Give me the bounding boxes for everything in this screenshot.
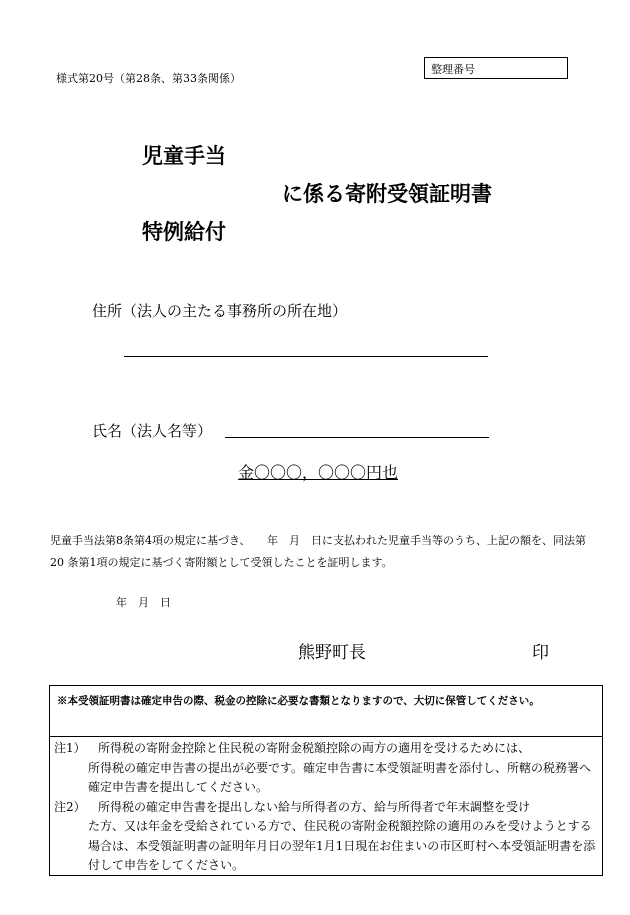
name-label: 氏名（法人名等） (92, 422, 213, 440)
form-number: 様式第20号（第28条、第33条関係） (56, 72, 241, 85)
donation-amount: 金〇〇〇，〇〇〇円也 (238, 463, 399, 482)
reference-number-box[interactable] (424, 57, 568, 79)
title-line-1: 児童手当 (142, 143, 226, 168)
note-number: 注2） (54, 799, 86, 814)
address-label: 住所（法人の主たる事務所の所在地） (92, 302, 348, 320)
note-first-line: 所得税の寄附金控除と住民税の寄附金税額控除の両方の適用を受けるためには、 (98, 741, 531, 755)
note-continued: た方、又は年金を受給されている方で、住民税の寄附金税額控除の適用のみを受けようとする場合は、本受領証明書の証明年月日の翌年1月1日現在お住まいの市区町村へ本受領証明書を添付して申告をしてください。 (88, 819, 596, 872)
seal-mark: 印 (532, 643, 549, 663)
note-item (54, 739, 596, 798)
notice-text: ※本受領証明書は確定申告の際、税金の控除に必要な書類となりますので、大切に保管してください。 (57, 695, 540, 707)
note-text (88, 739, 596, 798)
name-field-line[interactable] (225, 437, 489, 438)
note-first-line: 所得税の確定申告書を提出しない給与所得者の方、給与所得者で年末調整を受け (98, 799, 531, 814)
reference-number-label: 整理番号 (431, 63, 475, 76)
note-continued: 所得税の確定申告書の提出が必要です。確定申告書に本受領証明書を添付し、所轄の税務署へ確定申告書を提出してください。 (88, 760, 592, 794)
notes-box (49, 736, 603, 876)
certification-text: 児童手当法第8条第4項の規定に基づき、 年 月 日に支払われた児童手当等のうち、上記の額を、同法第 20 条第1項の規定に基づく寄附額として受領したことを証明します。 (50, 534, 587, 569)
note-text (88, 798, 596, 876)
issuer-name: 熊野町長 (298, 643, 366, 663)
address-field-line[interactable] (124, 356, 488, 357)
title-line-3: 特例給付 (142, 219, 226, 244)
notice-box (49, 685, 603, 737)
note-item (54, 798, 596, 876)
note-number: 注1） (54, 741, 86, 755)
title-line-2: に係る寄附受領証明書 (282, 181, 492, 206)
issue-date: 年 月 日 (116, 596, 171, 609)
